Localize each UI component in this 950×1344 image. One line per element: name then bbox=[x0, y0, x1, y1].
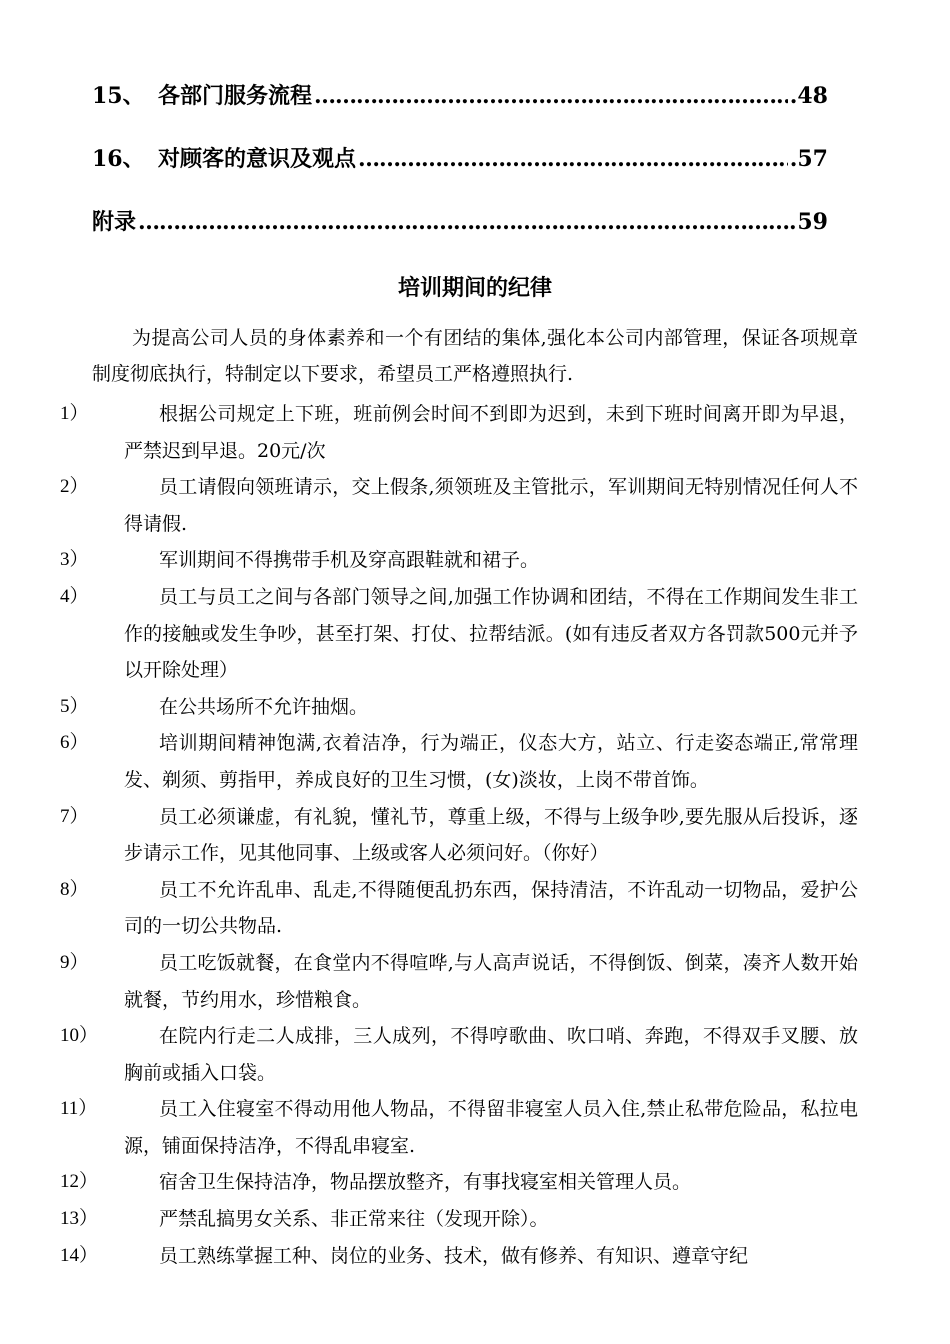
toc-entry-page: 59 bbox=[797, 209, 828, 235]
rule-item bbox=[60, 1091, 858, 1164]
rule-text: 在公共场所不允许抽烟。 bbox=[159, 695, 369, 718]
rule-text: 员工吃饭就餐，在食堂内不得喧哗,与人高声说话，不得倒饭、倒菜，凑齐人数开始就餐，节约用水，珍惜粮食。 bbox=[124, 951, 858, 1011]
toc-entry-page: .48 bbox=[789, 83, 828, 109]
section-title: 培训期间的纪律 bbox=[397, 275, 552, 301]
toc-leader-dots bbox=[314, 78, 788, 114]
rule-text: 员工不允许乱串、乱走,不得随便乱扔东西，保持清洁，不许乱动一切物品，爱护公司的一切公共物品. bbox=[124, 878, 858, 938]
rule-number: 1） bbox=[60, 403, 89, 424]
rule-item bbox=[60, 1164, 858, 1201]
rule-item bbox=[60, 542, 858, 579]
rule-text: 员工必须谦虚，有礼貌，懂礼节，尊重上级，不得与上级争吵,要先服从后投诉，逐步请示工作，见其他同事、上级或客人必须问好。（你好） bbox=[124, 805, 858, 865]
toc-entry-number: 15、 bbox=[92, 83, 145, 109]
rule-text: 宿舍卫生保持洁净，物品摆放整齐，有事找寝室相关管理人员。 bbox=[159, 1171, 692, 1194]
rule-number: 12） bbox=[60, 1171, 99, 1193]
rule-item bbox=[60, 689, 858, 726]
toc-entry-title: 附录 bbox=[92, 209, 137, 235]
rule-text: 员工与员工之间与各部门领导之间,加强工作协调和团结，不得在工作期间发生非工作的接触或发生争吵，甚至打架、打仗、拉帮结派。(如有违反者双方各罚款500元并予以开除处理） bbox=[124, 585, 858, 682]
rule-item bbox=[60, 872, 858, 945]
rule-item bbox=[60, 396, 858, 469]
rule-number: 11） bbox=[60, 1098, 98, 1120]
rule-item bbox=[60, 1018, 858, 1091]
rule-number: 3） bbox=[60, 549, 89, 571]
rule-number: 8） bbox=[60, 878, 89, 900]
rule-number: 14） bbox=[60, 1244, 99, 1266]
rule-item bbox=[60, 1238, 858, 1275]
rule-item bbox=[60, 799, 858, 872]
rule-text: 军训期间不得携带手机及穿高跟鞋就和裙子。 bbox=[159, 549, 540, 572]
toc-entry bbox=[92, 204, 828, 240]
rule-text: 员工入住寝室不得动用他人物品，不得留非寝室人员入住,禁止私带危险品，私拉电源，铺面保持洁净，不得乱串寝室. bbox=[124, 1098, 858, 1157]
rule-item bbox=[60, 945, 858, 1018]
rule-number: 2） bbox=[60, 476, 89, 498]
rule-text: 员工请假向领班请示，交上假条,须领班及主管批示，军训期间无特别情况任何人不得请假. bbox=[124, 476, 858, 535]
rule-number: 6） bbox=[60, 732, 89, 754]
toc-entry bbox=[92, 78, 828, 114]
toc-entry-title: 对顾客的意识及观点 bbox=[158, 146, 357, 172]
toc-entry-page: .57 bbox=[789, 146, 828, 172]
toc-leader-dots bbox=[138, 204, 795, 240]
rule-number: 10） bbox=[60, 1025, 99, 1047]
rule-text: 严禁乱搞男女关系、非正常来往（发现开除）。 bbox=[159, 1208, 549, 1231]
rule-item bbox=[60, 725, 858, 798]
intro-paragraph: 为提高公司人员的身体素养和一个有团结的集体,强化本公司内部管理，保证各项规章制度彻底执行，特制定以下要求，希望员工严格遵照执行. bbox=[92, 327, 858, 385]
toc-entry-title: 各部门服务流程 bbox=[158, 83, 313, 109]
rules-list bbox=[60, 396, 858, 1274]
rule-number: 9） bbox=[60, 951, 89, 973]
toc-leader-dots bbox=[358, 141, 788, 177]
toc-entry-number: 16、 bbox=[92, 146, 145, 172]
toc-entry bbox=[92, 141, 828, 177]
rule-item bbox=[60, 469, 858, 542]
rule-number: 5） bbox=[60, 695, 89, 717]
rule-item bbox=[60, 579, 858, 689]
rule-item bbox=[60, 1201, 858, 1238]
rule-number: 4） bbox=[60, 585, 89, 607]
rule-text: 员工熟练掌握工种、岗位的业务、技术，做有修养、有知识、遵章守纪 bbox=[159, 1244, 749, 1267]
rule-text: 根据公司规定上下班，班前例会时间不到即为迟到，未到下班时间离开即为早退，严禁迟到早退。20元/次 bbox=[124, 403, 858, 462]
rule-text: 在院内行走二人成排，三人成列，不得哼歌曲、吹口哨、奔跑，不得双手叉腰、放胸前或插入口袋。 bbox=[124, 1025, 858, 1084]
rule-number: 7） bbox=[60, 805, 89, 827]
rule-number: 13） bbox=[60, 1208, 99, 1230]
rule-text: 培训期间精神饱满,衣着洁净，行为端正，仪态大方，站立、行走姿态端正,常常理发、剃须、剪指甲，养成良好的卫生习惯，(女)淡妆，上岗不带首饰。 bbox=[124, 732, 858, 791]
